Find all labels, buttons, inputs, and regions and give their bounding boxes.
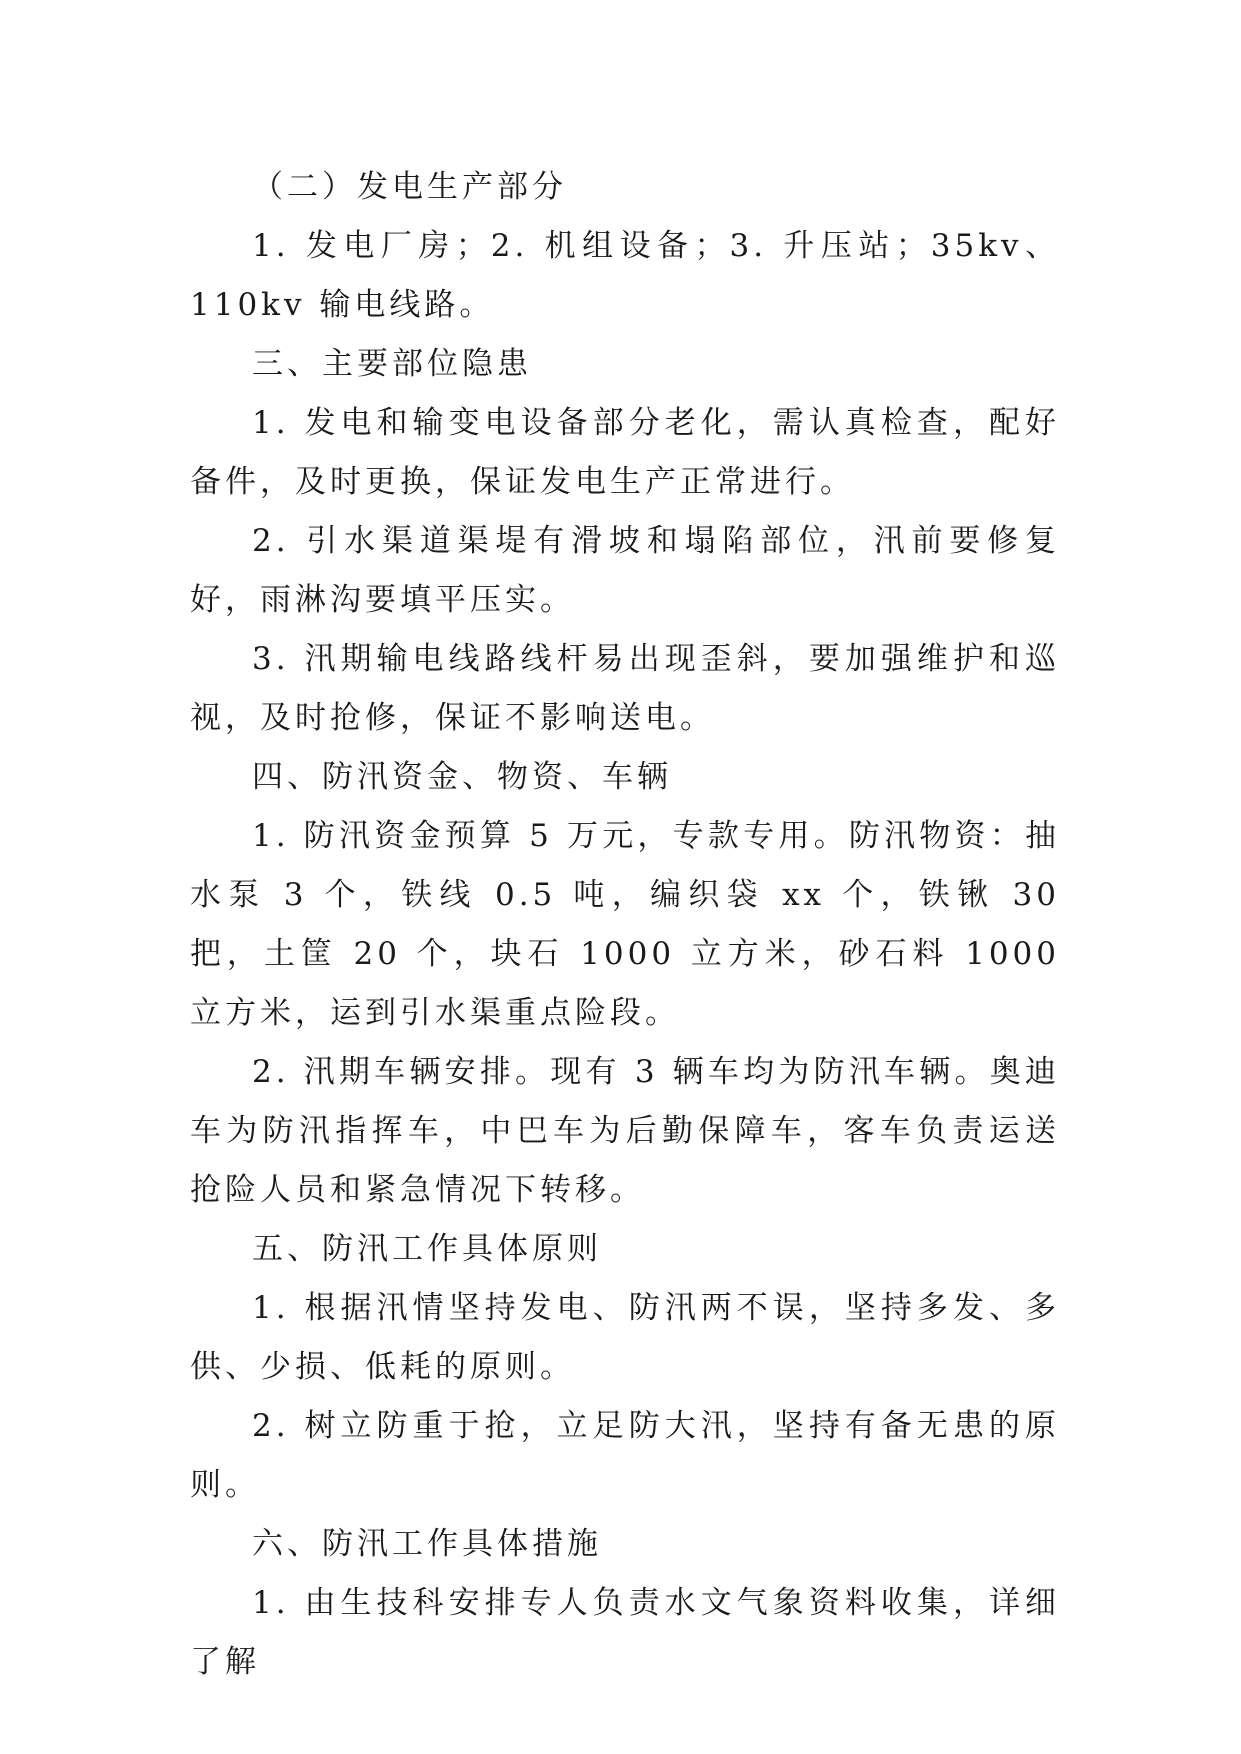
- section-heading-generation: （二）发电生产部分: [252, 169, 567, 205]
- section-heading-measures: 六、防汛工作具体措施: [252, 1526, 602, 1562]
- paragraph-principle-1: 1. 根据汛情坚持发电、防汛两不误，坚持多发、多供、少损、低耗的原则。: [190, 1290, 1060, 1385]
- paragraph-resources-2: 2. 汛期车辆安排。现有 3 辆车均为防汛车辆。奥迪车为防汛指挥车，中巴车为后勤保障车，客车负责运送抢险人员和紧急情况下转移。: [190, 1054, 1060, 1208]
- section-heading-hazards: 三、主要部位隐患: [252, 346, 532, 382]
- document-body: [190, 158, 1060, 1692]
- paragraph-hazard-1: 1. 发电和输变电设备部分老化，需认真检查，配好备件，及时更换，保证发电生产正常进行。: [190, 405, 1060, 500]
- paragraph-generation-items: 1. 发电厂房；2. 机组设备；3. 升压站；35kv、110kv 输电线路。: [190, 228, 1060, 323]
- paragraph-hazard-3: 3. 汛期输电线路线杆易出现歪斜，要加强维护和巡视，及时抢修，保证不影响送电。: [190, 641, 1060, 736]
- section-heading-principles: 五、防汛工作具体原则: [252, 1231, 602, 1267]
- paragraph-hazard-2: 2. 引水渠道渠堤有滑坡和塌陷部位，汛前要修复好，雨淋沟要填平压实。: [190, 523, 1060, 618]
- paragraph-principle-2: 2. 树立防重于抢，立足防大汛，坚持有备无患的原则。: [190, 1408, 1060, 1503]
- section-heading-resources: 四、防汛资金、物资、车辆: [252, 759, 672, 795]
- paragraph-measure-1: 1. 由生技科安排专人负责水文气象资料收集，详细了解: [190, 1585, 1060, 1680]
- paragraph-resources-1: 1. 防汛资金预算 5 万元，专款专用。防汛物资：抽水泵 3 个，铁线 0.5 吨，编织袋 xx 个，铁锹 30 把，土筐 20 个，块石 1000 立方米，砂石料 1000 立方米，运到引水渠重点险段。: [190, 818, 1060, 1031]
